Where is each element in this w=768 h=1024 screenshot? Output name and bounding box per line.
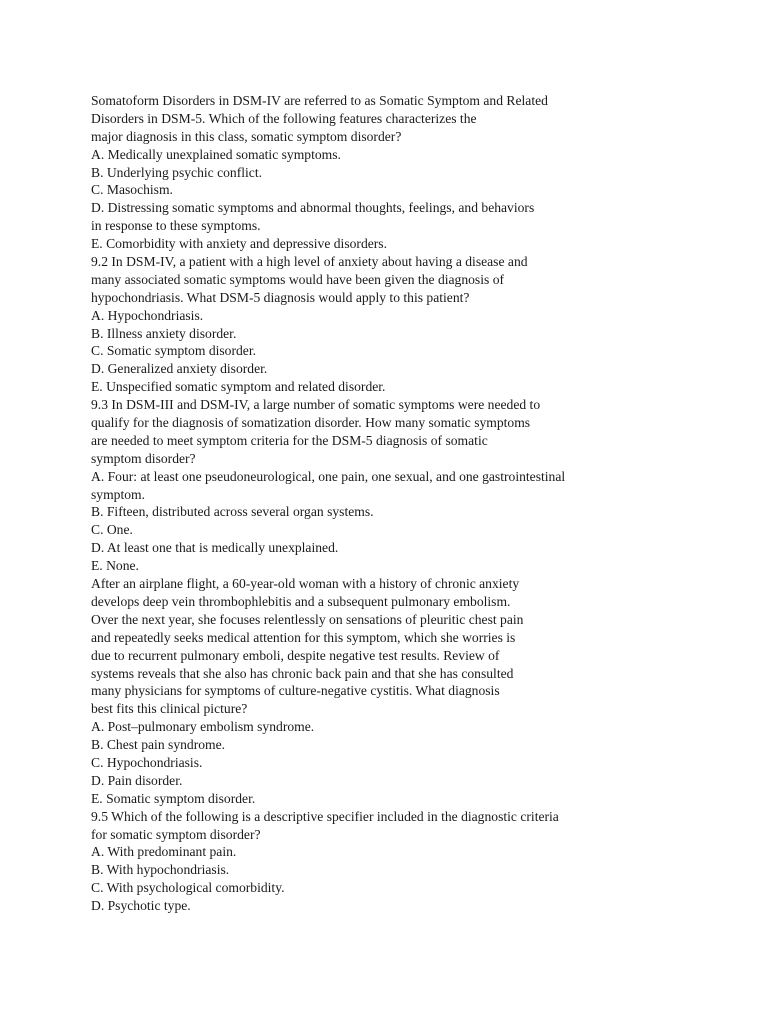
text-line: symptom disorder? bbox=[91, 450, 196, 466]
text-line: C. Masochism. bbox=[91, 182, 173, 198]
text-line: B. Fifteen, distributed across several organ systems. bbox=[91, 504, 374, 520]
text-line: major diagnosis in this class, somatic symptom disorder? bbox=[91, 128, 402, 144]
text-line: systems reveals that she also has chronic back pain and that she has consulted bbox=[91, 665, 514, 681]
text-line: A. Post–pulmonary embolism syndrome. bbox=[91, 719, 315, 735]
text-line: E. Comorbidity with anxiety and depressive disorders. bbox=[91, 236, 387, 252]
text-line: D. Pain disorder. bbox=[91, 772, 183, 788]
text-line: develops deep vein thrombophlebitis and a subsequent pulmonary embolism. bbox=[91, 593, 511, 609]
text-line: D. Psychotic type. bbox=[91, 898, 191, 914]
text-line: C. Somatic symptom disorder. bbox=[91, 343, 257, 359]
text-line: After an airplane flight, a 60-year-old woman with a history of chronic anxiety bbox=[91, 576, 520, 592]
text-line: E. None. bbox=[91, 558, 139, 574]
text-line: C. Hypochondriasis. bbox=[91, 754, 203, 770]
text-line: many associated somatic symptoms would have been given the diagnosis of bbox=[91, 271, 505, 287]
text-line: 9.2 In DSM-IV, a patient with a high level of anxiety about having a disease and bbox=[91, 254, 528, 270]
text-line: 9.3 In DSM-III and DSM-IV, a large number of somatic symptoms were needed to bbox=[91, 397, 541, 413]
text-line: best fits this clinical picture? bbox=[91, 701, 248, 717]
text-line: E. Unspecified somatic symptom and related disorder. bbox=[91, 379, 386, 395]
text-line: 9.5 Which of the following is a descriptive specifier included in the diagnostic criteria bbox=[91, 808, 559, 824]
text-line: B. With hypochondriasis. bbox=[91, 862, 230, 878]
text-line: symptom. bbox=[91, 486, 146, 502]
text-line: are needed to meet symptom criteria for the DSM-5 diagnosis of somatic bbox=[91, 432, 488, 448]
text-line: for somatic symptom disorder? bbox=[91, 826, 261, 842]
text-line: D. Generalized anxiety disorder. bbox=[91, 361, 268, 377]
text-line: B. Illness anxiety disorder. bbox=[91, 325, 237, 341]
text-line: D. At least one that is medically unexplained. bbox=[91, 540, 339, 556]
text-line: B. Chest pain syndrome. bbox=[91, 737, 226, 753]
text-line: C. With psychological comorbidity. bbox=[91, 880, 285, 896]
text-line: Somatoform Disorders in DSM-IV are referred to as Somatic Symptom and Related bbox=[91, 93, 548, 108]
text-line: Disorders in DSM-5. Which of the following features characterizes the bbox=[91, 110, 477, 126]
text-line: A. With predominant pain. bbox=[91, 844, 237, 860]
text-line: A. Hypochondriasis. bbox=[91, 307, 204, 323]
text-line: A. Medically unexplained somatic symptoms. bbox=[91, 146, 341, 162]
text-line: due to recurrent pulmonary emboli, despite negative test results. Review of bbox=[91, 647, 500, 663]
text-line: qualify for the diagnosis of somatization disorder. How many somatic symptoms bbox=[91, 415, 531, 431]
text-line: hypochondriasis. What DSM-5 diagnosis would apply to this patient? bbox=[91, 289, 470, 305]
text-line: C. One. bbox=[91, 522, 133, 538]
text-line: many physicians for symptoms of culture-negative cystitis. What diagnosis bbox=[91, 683, 500, 699]
text-line: B. Underlying psychic conflict. bbox=[91, 164, 263, 180]
text-line: in response to these symptoms. bbox=[91, 218, 261, 234]
text-line: and repeatedly seeks medical attention for this symptom, which she worries is bbox=[91, 629, 516, 645]
document-text bbox=[91, 92, 731, 915]
text-line: Over the next year, she focuses relentlessly on sensations of pleuritic chest pain bbox=[91, 611, 524, 627]
text-line: D. Distressing somatic symptoms and abnormal thoughts, feelings, and behaviors bbox=[91, 200, 535, 216]
text-line: E. Somatic symptom disorder. bbox=[91, 790, 256, 806]
text-line: A. Four: at least one pseudoneurological, one pain, one sexual, and one gastrointestinal bbox=[91, 468, 566, 484]
